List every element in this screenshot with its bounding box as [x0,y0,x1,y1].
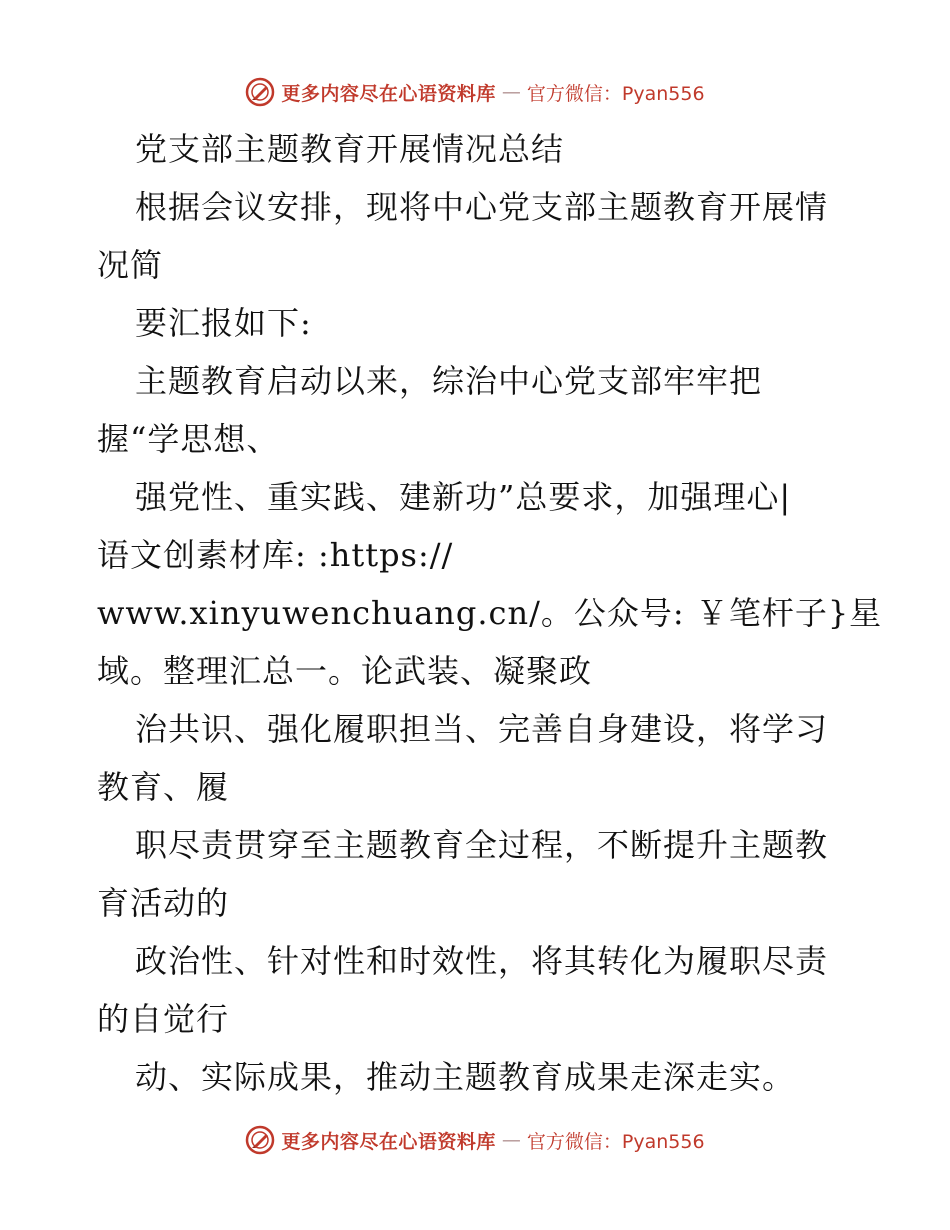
text-line: 治共识、强化履职担当、完善自身建设，将学习 [135,710,829,748]
text-line: 域。整理汇总一。论武装、凝聚政 [97,652,593,690]
pen-logo-icon [245,77,275,107]
text-line: 握“学思想、 [97,420,280,458]
watermark-banner [245,1125,704,1155]
footer-watermark [0,1120,950,1160]
text-line: 育活动的 [97,884,230,922]
text-line: 主题教育启动以来，综治中心党支部牢牢把 [135,362,763,400]
text-line: 要汇报如下: [135,304,312,342]
text-line: 根据会议安排，现将中心党支部主题教育开展情 [135,188,829,226]
watermark-contact-text: 官方微信：Pyan556 [526,82,705,105]
watermark-banner [245,77,704,107]
document-title: 党支部主题教育开展情况总结 [135,130,565,168]
text-line: 语文创素材库: :https:// [97,536,454,574]
document-body [97,120,883,1106]
text-line: 教育、履 [97,768,230,806]
text-line: 政治性、针对性和时效性，将其转化为履职尽责 [135,942,829,980]
watermark-dash: — [501,81,521,103]
text-line: 职尽责贯穿至主题教育全过程，不断提升主题教 [135,826,829,864]
pen-logo-icon [245,1125,275,1155]
header-watermark [0,72,950,112]
text-line: 的自觉行 [97,1000,230,1038]
text-line: 强党性、重实践、建新功”总要求，加强理心| [135,478,792,516]
watermark-dash: — [501,1129,521,1151]
watermark-contact-text: 官方微信：Pyan556 [526,1130,705,1153]
watermark-site-text: 更多内容尽在心语资料库 [281,82,496,105]
text-line: 动、实际成果，推动主题教育成果走深走实。 [135,1058,796,1096]
text-line: www.xinyuwenchuang.cn/。公众号: ￥笔杆子}星 [97,594,883,632]
text-line: 况简 [97,246,164,284]
watermark-site-text: 更多内容尽在心语资料库 [281,1130,496,1153]
